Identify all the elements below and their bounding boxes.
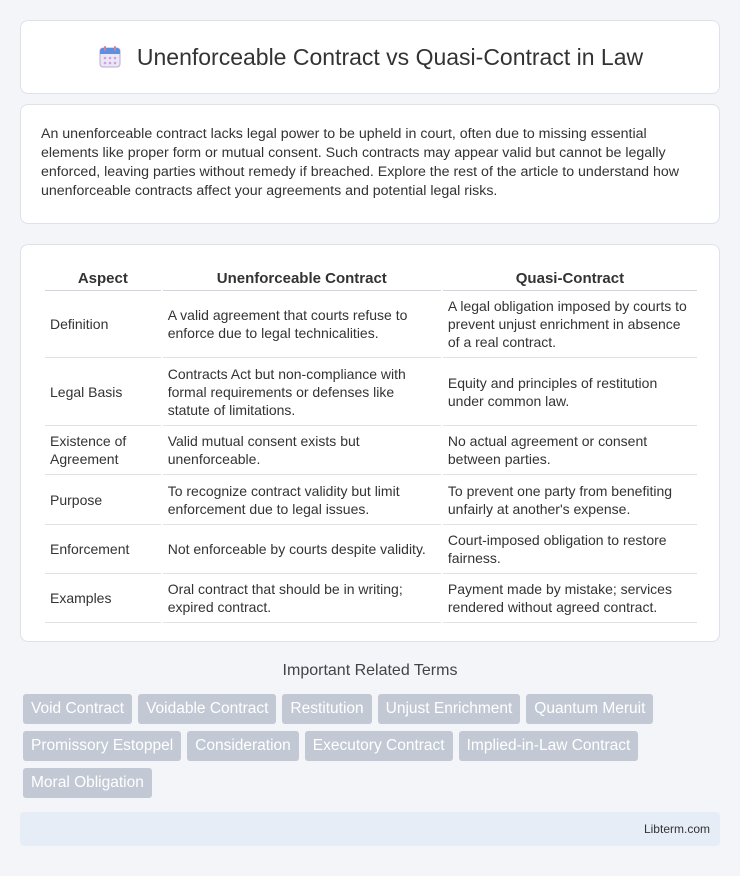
tag-implied-in-law-contract[interactable]: Implied-in-Law Contract: [459, 731, 639, 761]
row-aspect: Existence of Agreement: [45, 426, 161, 475]
row-quasi: Payment made by mistake; services rendered without agreed contract.: [443, 574, 697, 623]
table-row: [45, 358, 697, 426]
page-title: Unenforceable Contract vs Quasi-Contract in Law: [136, 43, 644, 70]
intro-card: [20, 104, 720, 224]
row-aspect: Definition: [45, 291, 161, 358]
tag-unjust-enrichment[interactable]: Unjust Enrichment: [378, 694, 521, 724]
table-row: [45, 426, 697, 475]
row-unenforceable: Valid mutual consent exists but unenforceable.: [163, 426, 441, 475]
row-unenforceable: Not enforceable by courts despite validity.: [163, 525, 441, 574]
tag-restitution[interactable]: Restitution: [282, 694, 371, 724]
title-card: [20, 20, 720, 94]
table-row: [45, 574, 697, 623]
row-aspect: Purpose: [45, 475, 161, 525]
comparison-card: [20, 244, 720, 642]
tag-moral-obligation[interactable]: Moral Obligation: [23, 768, 152, 798]
table-row: [45, 475, 697, 525]
related-terms-title: Important Related Terms: [282, 662, 458, 679]
related-terms-list: [23, 694, 703, 798]
tag-void-contract[interactable]: Void Contract: [23, 694, 132, 724]
row-unenforceable: Oral contract that should be in writing; expired contract.: [163, 574, 441, 623]
row-unenforceable: To recognize contract validity but limit enforcement due to legal issues.: [163, 475, 441, 525]
row-quasi: To prevent one party from benefiting unfairly at another's expense.: [443, 475, 697, 525]
table-row: [45, 291, 697, 358]
footer-site-link[interactable]: Libterm.com: [643, 822, 710, 836]
row-quasi: Court-imposed obligation to restore fairness.: [443, 525, 697, 574]
tag-quantum-meruit[interactable]: Quantum Meruit: [526, 694, 653, 724]
tag-promissory-estoppel[interactable]: Promissory Estoppel: [23, 731, 181, 761]
header-aspect: Aspect: [45, 265, 161, 291]
table-header-row: [45, 265, 697, 291]
row-aspect: Examples: [45, 574, 161, 623]
row-quasi: No actual agreement or consent between parties.: [443, 426, 697, 475]
row-quasi: Equity and principles of restitution under common law.: [443, 358, 697, 426]
table-row: [45, 525, 697, 574]
tag-voidable-contract[interactable]: Voidable Contract: [138, 694, 276, 724]
row-aspect: Enforcement: [45, 525, 161, 574]
footer: [20, 812, 720, 846]
header-unenforceable: Unenforceable Contract: [163, 265, 441, 291]
calendar-icon: [97, 44, 123, 70]
row-unenforceable: Contracts Act but non-compliance with formal requirements or defenses like statute of limitations.: [163, 358, 441, 426]
row-aspect: Legal Basis: [45, 358, 161, 426]
row-unenforceable: A valid agreement that courts refuse to enforce due to legal technicalities.: [163, 291, 441, 358]
tag-consideration[interactable]: Consideration: [187, 731, 299, 761]
row-quasi: A legal obligation imposed by courts to prevent unjust enrichment in absence of a real contract.: [443, 291, 697, 358]
tag-executory-contract[interactable]: Executory Contract: [305, 731, 453, 761]
header-quasi: Quasi-Contract: [443, 265, 697, 291]
comparison-table: [43, 265, 699, 623]
intro-paragraph: An unenforceable contract lacks legal power to be upheld in court, often due to missing essential elements like proper form or mutual consent. Such contracts may appear valid but cannot be legally enforced, leaving parties without remedy if breached. Explore the rest of the article to understand how unenforceable contracts affect your agreements and potential legal risks.: [41, 126, 680, 199]
